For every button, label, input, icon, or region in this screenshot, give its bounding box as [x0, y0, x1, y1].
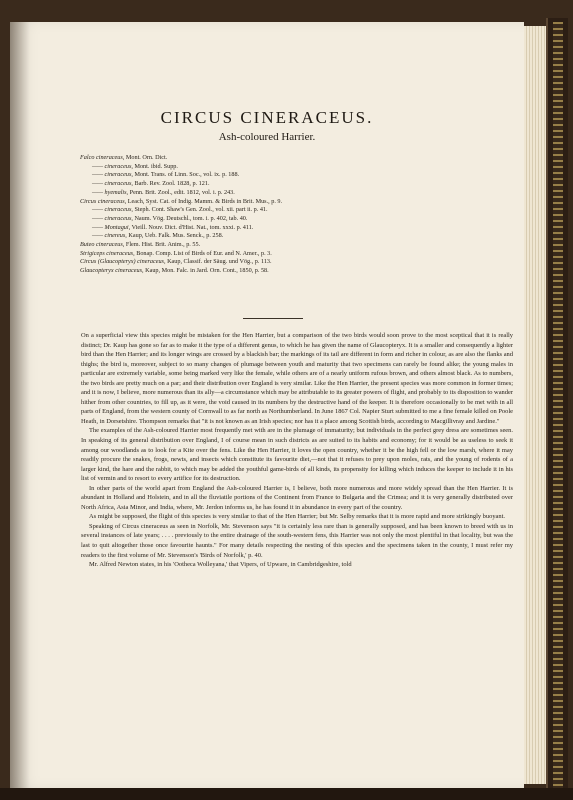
synonym-name: —— cineraceus	[92, 180, 132, 188]
body-paragraph: Mr. Alfred Newton states, in his 'Ootheca Wolleyana,' that Vipers, of Upware, in Cambridgeshire, told	[89, 561, 352, 569]
bottom-edge	[0, 788, 573, 800]
page-edges	[524, 26, 546, 784]
synonym-entry	[80, 189, 500, 198]
synonym-reference: , Penn. Brit. Zool., edit. 1812, vol. i. p. 243.	[126, 188, 235, 196]
synonym-name: Strigiceps cineraceus	[80, 249, 134, 257]
synonym-entry	[80, 267, 500, 276]
synonym-reference: , Barb. Rev. Zool. 1828, p. 121.	[131, 180, 210, 188]
synonymy-list	[80, 154, 500, 276]
synonym-reference: , Kaup, Mon. Falc. in Jard. Orn. Cont., 1850, p. 58.	[142, 267, 269, 275]
synonym-entry	[80, 154, 500, 163]
cover-decoration	[553, 22, 563, 788]
synonym-entry	[80, 250, 500, 259]
synonym-name: —— cineraceus	[92, 214, 132, 222]
synonym-entry	[80, 206, 500, 215]
synonym-entry	[80, 180, 500, 189]
synonym-name: —— Montagui	[92, 223, 129, 231]
synonym-name: —— cinereus	[92, 232, 126, 240]
synonym-entry	[80, 163, 500, 172]
synonym-entry	[80, 198, 500, 207]
synonym-reference: , Mont. Orn. Dict.	[122, 154, 168, 161]
body-paragraph: As might be supposed, the flight of this species is very similar to that of the Hen Harrier; but Mr. Selby remarks that it is more rapid and more strikingly buoyant.	[89, 513, 506, 521]
section-divider	[243, 318, 303, 319]
synonym-reference: , Flem. Hist. Brit. Anim., p. 55.	[122, 241, 201, 249]
synonym-entry	[80, 232, 500, 241]
body-paragraph: The examples of the Ash-coloured Harrier most frequently met with are in the plumage of immaturity; but individuals in the perfect grey dress are sometimes seen. In speaking of its general distribution over England, I of course mean in such districts as are suited to its habits and economy; for it would be as useless to seek it among our woodlands as to look for a Kite over the fens. Like the Hen Harrier, it loves the open country, whether it be the high fell or the low marsh, where it may readily procure the snakes, frogs, newts, and insects which constitute its favourite diet,—not that it refuses to prey upon moles, rats, and the young of rodents of a larger kind, the hare and the rabbit, to which may be added the youthful game-birds of all kinds, its propensity for killing which induces the keeper to include it in his list of vermin and to resort to every artifice for its destruction.	[81, 427, 513, 483]
synonym-entry	[80, 258, 500, 267]
body-paragraph: In other parts of the world apart from England the Ash-coloured Harrier is, I believe, both more numerous and more widely spread than the Hen Harrier. It is abundant in Holland and Holstein, and in all the fluviatile portions of the Continent from France to Bulgaria and the Crimea; and it is very generally distributed over North Africa, Asia Minor, and India, where, Mr. Jerdon informs us, he has found it in abundance in every part of the country.	[81, 484, 513, 511]
synonym-reference: , Bonap. Comp. List of Birds of Eur. and N. Amer., p. 3.	[133, 249, 272, 257]
synonym-entry	[80, 215, 500, 224]
body-paragraph: Speaking of Circus cineraceus as seen in Norfolk, Mr. Stevenson says "it is certainly less rare than is generally supposed, and has been known to breed with us in several instances of late years; . . . . previously to the entire drainage of the south-western fens, this Harrier was not only the most plentiful in that locality, but was the last to quit altogether those once favourite haunts." For many details respecting the nesting of this species and the specimens taken in the county, I must refer my readers to the first volume of Mr. Stevenson's 'Birds of Norfolk,' p. 40.	[81, 522, 513, 559]
page-title: CIRCUS CINERACEUS.	[160, 108, 374, 127]
synonym-name: Falco cineraceus	[80, 154, 123, 161]
synonym-name: —— hyemalis	[92, 188, 127, 196]
page-subtitle: Ash-coloured Harrier.	[218, 131, 316, 143]
body-paragraph: On a superficial view this species might be mistaken for the Hen Harrier, but a comparison of the two birds would soon prove to the most sceptical that it is really distinct; Dr. Kaup has gone so far as to make it the type of a different genus, to which he has given the name of Glaucopteryx. It is a smaller and consequently a lighter bird than the Hen Harrier; and its longer wings are crossed by a blackish bar; the markings of its tail are different in form and richer in colour, as are also the flanks and thighs; the bird is, moreover, subject to so many changes of plumage between youth and maturity that two specimens can rarely be found alike; the young males in particular are extremely variable, some being marked very like the female, while others are of a nearly uniform rufous brown, and others almost black. As to numbers, the two birds are pretty much on a par; and their distribution over England is very similar. Like the Hen Harrier, the present species was more common in former times; and it is now, I believe, more numerous than its ally—a circumstance which may be attributable to its greater powers of flight, and probably to its disposition to wander hither from other countries, to fill up, as it were, the void caused in its numbers by the destructive hand of the keeper. It is therefore occasionally to be met with in all parts of England, from the western county of Cornwall to as far north as Northumberland. In June 1867 Col. Napier Sturt submitted to me a fine female killed on Poole Heath, in Dorsetshire. Thompson remarks that "it is not known as an Irish species; nor has it a place among Scottish birds, according to Macgillivray and Jardine."	[81, 332, 513, 425]
synonym-name: Circus (Glaucopteryx) cineraceus	[80, 258, 164, 266]
synonym-name: —— cineraceus	[92, 206, 132, 214]
synonym-entry	[80, 171, 500, 180]
synonym-entry	[80, 224, 500, 233]
synonym-name: —— cineraceus	[92, 162, 132, 170]
synonym-name: Buteo cineraceus	[80, 241, 123, 249]
body-text	[81, 331, 513, 570]
synonym-reference: , Vieill. Nouv. Dict. d'Hist. Nat., tom. xxxi. p. 411.	[128, 223, 254, 231]
synonym-name: —— cineraceus	[92, 171, 132, 179]
synonym-name: Circus cineraceus	[80, 197, 125, 205]
synonym-reference: , Naum. Vög. Deutschl., tom. i. p. 402, tab. 40.	[131, 214, 248, 222]
synonym-entry	[80, 241, 500, 250]
synonym-name: Glaucopteryx cineraceus	[80, 267, 143, 275]
synonym-reference: , Mont. ibid. Supp.	[131, 162, 178, 170]
synonym-reference: , Steph. Cont. Shaw's Gen. Zool., vol. xii. part ii. p. 41.	[131, 206, 268, 214]
synonym-reference: , Kaup, Classif. der Säug. und Vög., p. 113.	[163, 258, 272, 266]
synonym-reference: , Leach, Syst. Cat. of Indig. Mamm. & Birds in Brit. Mus., p. 9.	[124, 197, 283, 205]
synonym-reference: , Mont. Trans. of Linn. Soc., vol. ix. p. 188.	[131, 171, 240, 179]
synonym-reference: , Kaup, Ueb. Falk. Mus. Senck., p. 258.	[125, 232, 224, 240]
